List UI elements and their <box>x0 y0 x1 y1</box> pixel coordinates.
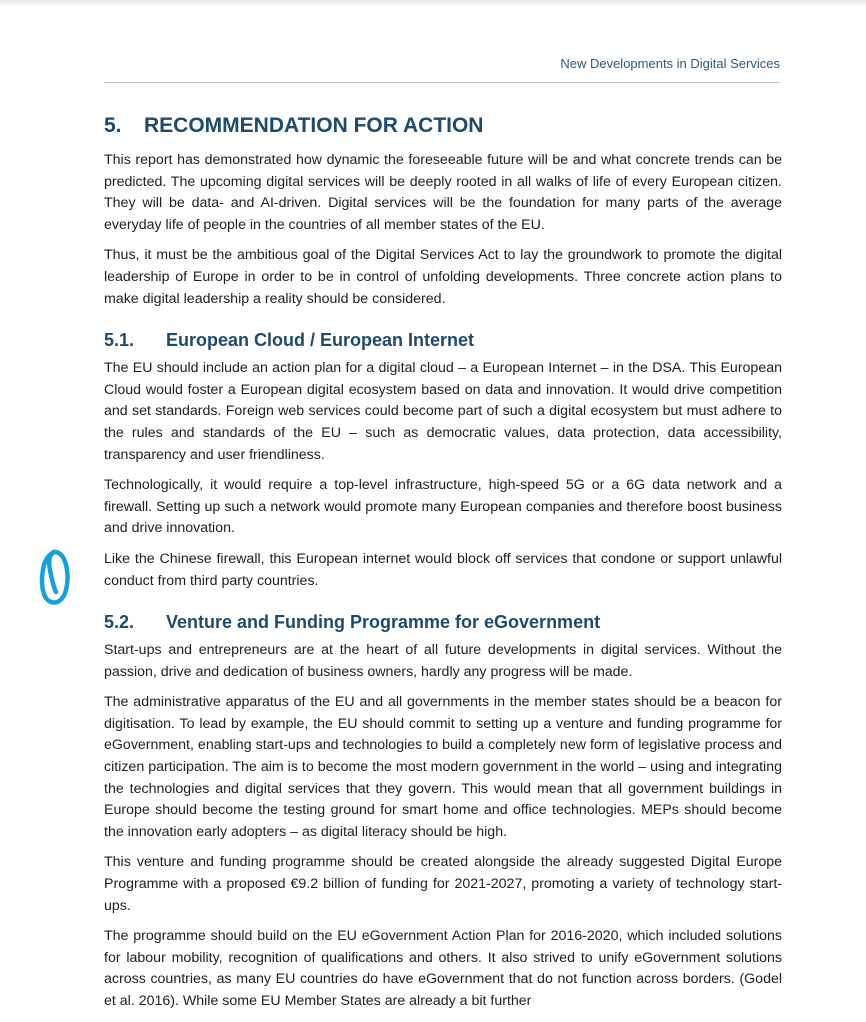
subsection-title: European Cloud / European Internet <box>166 330 475 351</box>
paragraph: This venture and funding programme should be created alongside the already suggested Digital Europe Programme with a proposed €9.2 billion of funding for 2021-2027, promoting a variety of technology start-ups. <box>104 854 782 914</box>
paragraph: Technologically, it would require a top-level infrastructure, high-speed 5G or a 6G data network and a firewall. Setting up such a network would promote many European companies and therefore boost business and drive innovation. <box>104 477 782 537</box>
page-top-shadow <box>0 0 866 8</box>
section-heading <box>104 112 782 140</box>
paragraph: Start-ups and entrepreneurs are at the heart of all future developments in digital services. Without the passion, drive and dedication of business owners, hardly any progress will be made. <box>104 642 782 680</box>
paragraph: Like the Chinese firewall, this European internet would block off services that condone or support unlawful conduct from third party countries. <box>104 550 782 589</box>
subsection-heading-5-1 <box>104 328 782 352</box>
header-divider <box>104 82 780 83</box>
paragraph: The programme should build on the EU eGovernment Action Plan for 2016-2020, which included solutions for labour mobility, recognition of qualifications and others. It also strived to unify eGovernment solutions across countries, as many EU countries do have eGovernment that do not function across borders. (Godel et al. 2016). While some EU Member States are already a bit further <box>104 928 782 1009</box>
subsection-title: Venture and Funding Programme for eGovernment <box>166 612 601 633</box>
paragraph: The administrative apparatus of the EU and all governments in the member states should be a beacon for digitisation. To lead by example, the EU should commit to setting up a venture and funding programme for eGovernment, enabling start-ups and technologies to build a completely new form of legislative process and citizen participation. The aim is to become the most modern government in the world – using and integrating the technologies and digital services that they govern. This would mean that all government buildings in Europe should become the testing ground for smart home and office technologies. MEPs should become the innovation early adopters – as digital literacy should be high. <box>104 694 782 840</box>
subsection-number: 5.2. <box>104 612 135 633</box>
running-header: New Developments in Digital Services <box>560 56 780 71</box>
handwritten-loop-icon <box>38 546 72 613</box>
section-number: 5. <box>104 114 122 137</box>
subsection-heading-5-2 <box>104 610 782 634</box>
subsection-number: 5.1. <box>104 330 135 351</box>
section-title: RECOMMENDATION FOR ACTION <box>144 114 484 137</box>
paragraph: This report has demonstrated how dynamic the foreseeable future will be and what concrete trends can be predicted. The upcoming digital services will be deeply rooted in all walks of life of every European citizen. They will be data- and AI-driven. Digital services will be the foundation for many parts of the average everyday life of people in the countries of all member states of the EU. <box>104 152 782 233</box>
paragraph: The EU should include an action plan for a digital cloud – a European Internet – in the DSA. This European Cloud would foster a European digital ecosystem based on data and innovation. It would drive competition and set standards. Foreign web services could become part of such a digital ecosystem but must adhere to the rules and standards of the EU – such as democratic values, data protection, data accessibility, transparency and user friendliness. <box>104 360 782 463</box>
paragraph: Thus, it must be the ambitious goal of the Digital Services Act to lay the groundwork to promote the digital leadership of Europe in order to be in control of unfolding developments. Three concrete action plans to make digital leadership a reality should be considered. <box>104 247 782 307</box>
document-body <box>104 112 782 1022</box>
